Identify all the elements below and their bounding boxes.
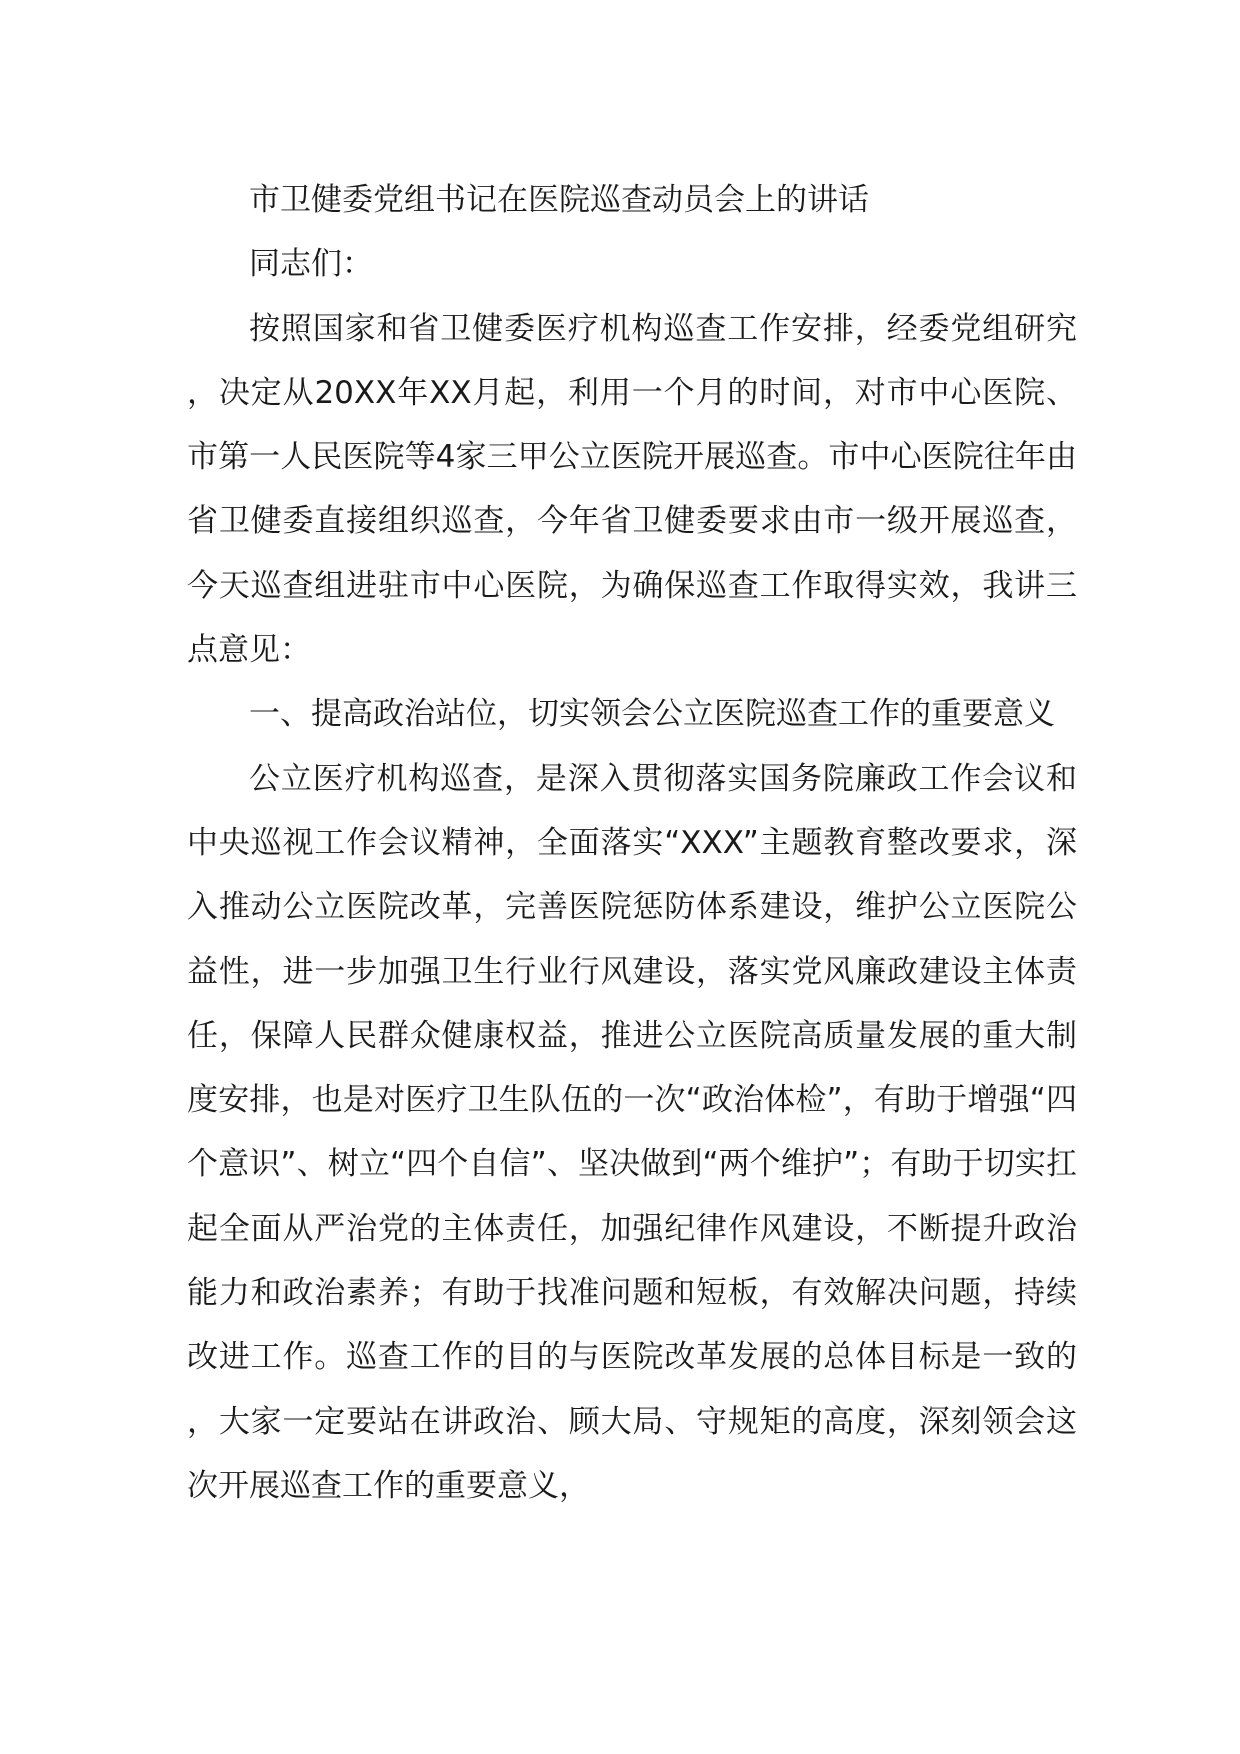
section-heading-1: 一、提高政治站位，切实领会公立医院巡查工作的重要意义 xyxy=(249,696,1055,733)
salutation: 同志们： xyxy=(249,246,373,283)
paragraph-section-1: 公立医疗机构巡查，是深入贯彻落实国务院廉政工作会议和中央巡视工作会议精神，全面落实“XXX”主题教育整改要求，深入推动公立医院改革，完善医院惩防体系建设，维护公立医院公益性，进一步加强卫生行业行风建设，落实党风廉政建设主体责任，保障人民群众健康权益，推进公立医院高质量发展的重大制度安排，也是对医疗卫生队伍的一次“政治体检”，有助于增强“四个意识”、树立“四个自信”、坚决做到“两个维护”；有助于切实扛起全面从严治党的主体责任，加强纪律作风建设，不断提升政治能力和政治素养；有助于找准问题和短板，有效解决问题，持续改进工作。巡查工作的目的与医院改革发展的总体目标是一致的，大家一定要站在讲政治、顾大局、守规矩的高度，深刻领会这次开展巡查工作的重要意义， xyxy=(187,760,1077,1504)
paragraph-intro: 按照国家和省卫健委医疗机构巡查工作安排，经委党组研究，决定从20XX年XX月起，利用一个月的时间，对市中心医院、市第一人民医院等4家三甲公立医院开展巡查。市中心医院往年由省卫健委直接组织巡查，今年省卫健委要求由市一级开展巡查，今天巡查组进驻市中心医院，为确保巡查工作取得实效，我讲三点意见： xyxy=(187,310,1077,669)
document-title: 市卫健委党组书记在医院巡查动员会上的讲话 xyxy=(249,182,869,218)
document-body xyxy=(187,168,1077,1518)
